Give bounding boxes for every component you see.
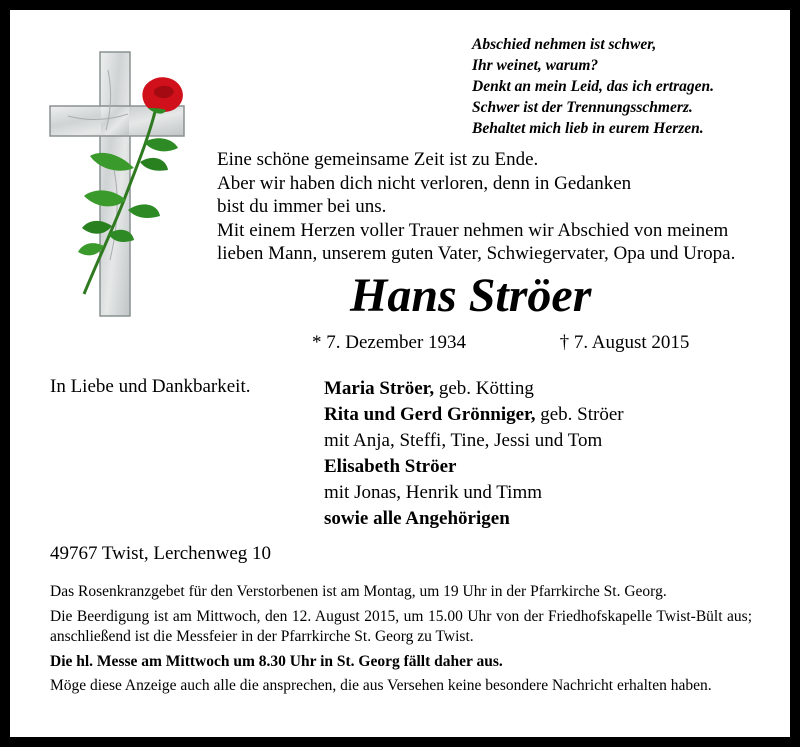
mass-note: Die hl. Messe am Mittwoch um 8.30 Uhr in St. Georg fällt daher aus. (50, 652, 503, 670)
poem-line: Schwer ist der Trennungsschmerz. (472, 99, 693, 116)
death-date: † 7. August 2015 (559, 332, 690, 353)
intro-line: bist du immer bei uns. (217, 196, 387, 217)
service-notes (50, 582, 752, 701)
intro-line: Aber wir haben dich nicht verloren, denn in Gedanken (217, 172, 632, 194)
cross-with-rose-icon (48, 50, 194, 318)
closing-note: Möge diese Anzeige auch alle die ansprechen, die aus Versehen keine besondere Nachricht erhalten haben. (50, 677, 712, 694)
family-member (324, 376, 624, 402)
poem-line: Abschied nehmen ist schwer, (472, 36, 657, 53)
intro-line: lieben Mann, unserem guten Vater, Schwiegervater, Opa und Uropa. (217, 243, 736, 264)
family-relatives: sowie alle Angehörigen (324, 508, 510, 529)
poem-line: Denkt an mein Leid, das ich ertragen. (472, 78, 714, 95)
life-dates (312, 332, 689, 354)
address: 49767 Twist, Lerchenweg 10 (50, 543, 271, 564)
poem-line: Behaltet mich lieb in eurem Herzen. (472, 120, 704, 137)
thanks-line: In Liebe und Dankbarkeit. (50, 376, 251, 397)
poem-line: Ihr weinet, warum? (472, 57, 599, 74)
intro-line: Mit einem Herzen voller Trauer nehmen wir Abschied von meinem (217, 219, 729, 241)
rosary-note: Das Rosenkranzgebet für den Verstorbenen ist am Montag, um 19 Uhr in der Pfarrkirche St. Georg. (50, 583, 667, 600)
deceased-name: Hans Ströer (350, 269, 592, 322)
family-member-name: Rita und Gerd Grönniger, (324, 404, 536, 425)
family-member-name: Maria Ströer, (324, 378, 435, 399)
funeral-note: Die Beerdigung ist am Mittwoch, den 12. August 2015, um 15.00 Uhr von der Friedhofskapelle Twist-Bült aus; anschließend ist die Messfeier in der Pfarrkirche St. Georg zu Twist. (50, 607, 752, 645)
family-children: mit Anja, Steffi, Tine, Jessi und Tom (324, 430, 603, 451)
intro-text (217, 148, 735, 266)
intro-line: Eine schöne gemeinsame Zeit ist zu Ende. (217, 149, 539, 170)
family-member-note: geb. Ströer (540, 404, 624, 425)
family-member-name: Elisabeth Ströer (324, 456, 457, 477)
family-children: mit Jonas, Henrik und Timm (324, 482, 542, 503)
birth-date: * 7. Dezember 1934 (312, 332, 467, 353)
obituary-notice (10, 10, 790, 737)
family-member (324, 402, 624, 428)
farewell-poem (472, 34, 714, 139)
family-list (324, 376, 624, 532)
family-member-note: geb. Kötting (438, 378, 534, 399)
